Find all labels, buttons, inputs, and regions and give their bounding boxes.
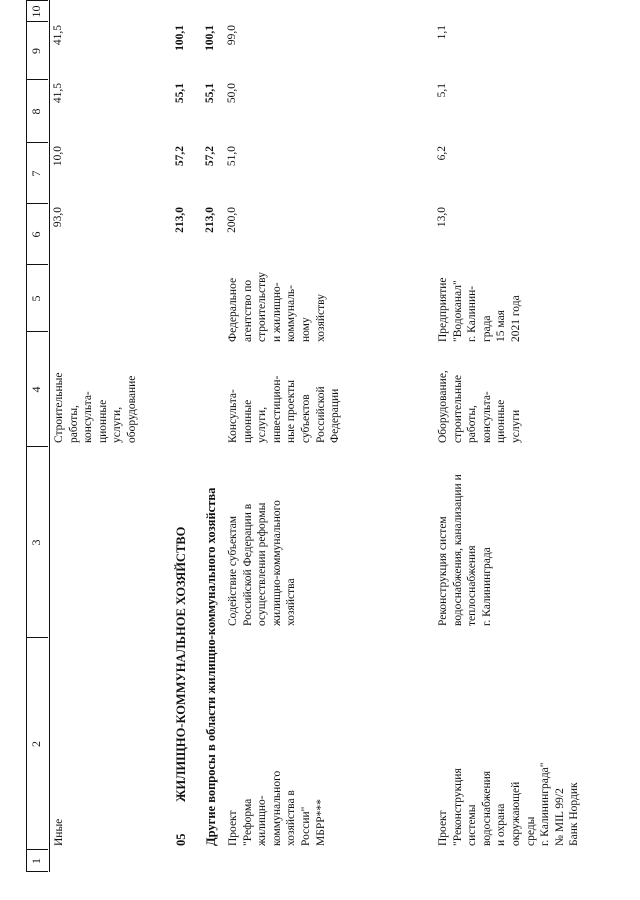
section-col7: 57,2 (174, 146, 186, 167)
project1-col4: Консульта- ционные услуги, инвестицион- ные проекты субъектов Российской Федерации (227, 375, 342, 443)
project2-col8: 5,1 (436, 83, 448, 98)
header-number: 4 (29, 386, 43, 393)
header-number: 10 (29, 5, 43, 18)
project1-col6: 200,0 (226, 207, 238, 233)
subsection-col7: 57,2 (204, 146, 216, 167)
section-col9: 100,1 (174, 25, 186, 51)
project2-col4: Оборудование, строительные работы, консульта- ционные услуги (437, 370, 522, 443)
project2-col7: 6,2 (436, 146, 448, 161)
project1-col8: 50,0 (226, 83, 238, 104)
project1-col9: 99,0 (226, 25, 238, 46)
project2-col9: 1,1 (436, 25, 448, 40)
project1-col7: 51,0 (226, 146, 238, 167)
subsection-title: Другие вопросы в области жилищно-коммунального хозяйства (204, 487, 218, 846)
section-col6: 213,0 (174, 207, 186, 233)
header-number: 9 (29, 48, 43, 54)
project2-col5: Предприятие "Водоканал" г. Калинин- града 15 мая 2021 года (437, 277, 522, 342)
section-col8: 55,1 (174, 83, 186, 104)
row-other-col7: 10,0 (52, 146, 64, 167)
project1-col3: Содействие субъектам Российской Федерации в осуществлении реформы жилищно-коммунального хозяйства (227, 500, 298, 626)
row-other-col4: Строительные работы, консульта- ционные услуги, оборудование (53, 372, 138, 443)
project2-col2: Проект "Реконструкция системы водоснабжения и охрана окружающей среды г. Калининграда" № MIL 99/2 Банк Нордик (437, 762, 581, 846)
header-number: 7 (29, 170, 43, 177)
header-number: 8 (29, 108, 43, 115)
header-number: 6 (29, 231, 43, 238)
project1-col5: Федеральное агентство по строительству и жилищно- коммуналь- ному хозяйству (227, 272, 327, 342)
header-number: 2 (29, 741, 43, 747)
row-other-col2: Иные (53, 818, 65, 846)
row-other-col6: 93,0 (52, 207, 64, 228)
project1-col2: Проект "Реформа жилищно- коммунального хозяйства в России" МБРР*** (227, 770, 327, 846)
subsection-col6: 213,0 (204, 207, 216, 233)
section-code: 05 (174, 833, 188, 846)
subsection-col9: 100,1 (204, 25, 216, 51)
project2-col6: 13,0 (436, 207, 448, 228)
row-other-col8: 41,5 (52, 83, 64, 104)
header-number: 1 (29, 858, 43, 864)
section-title: ЖИЛИЩНО-КОММУНАЛЬНОЕ ХОЗЯЙСТВО (174, 526, 188, 802)
rotated-table (26, 0, 640, 872)
subsection-col8: 55,1 (204, 83, 216, 104)
header-number: 5 (29, 295, 43, 302)
project2-col3: Реконструкция систем водоснабжения, канализации и теплоснабжения г. Калининграда (437, 474, 493, 626)
row-other-col9: 41,5 (52, 25, 64, 46)
header-number: 3 (29, 539, 43, 546)
